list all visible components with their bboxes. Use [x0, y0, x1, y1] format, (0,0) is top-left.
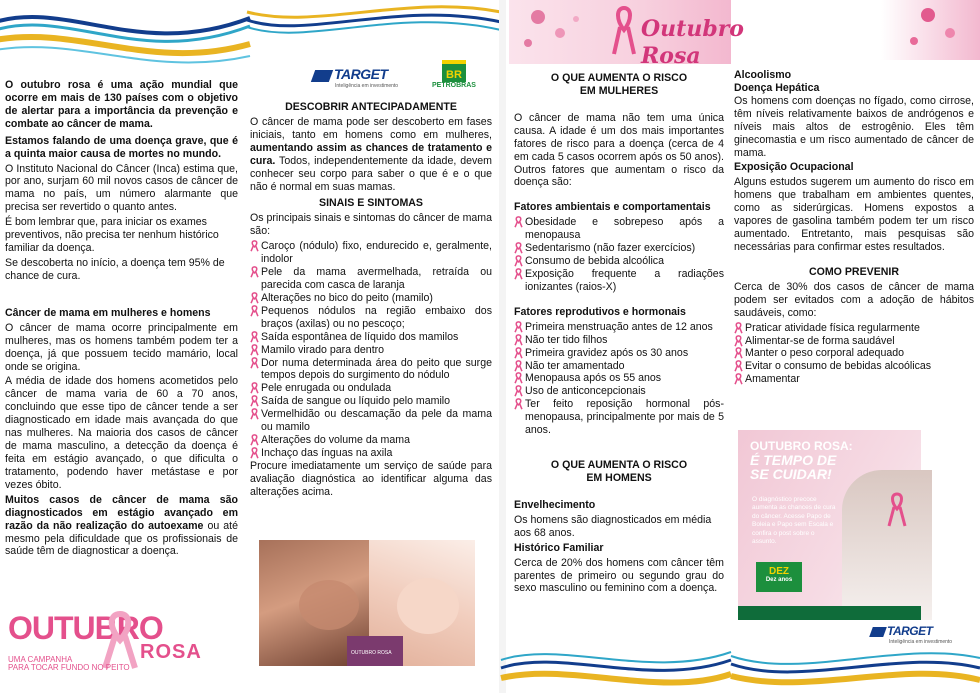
closing-paragraph: Procure imediatamente um serviço de saúde para avaliação diagnóstica ao identificar alguma das alterações acima. [250, 459, 492, 498]
list-item [514, 242, 724, 255]
prevenir-title: COMO PREVENIR [808, 265, 900, 278]
list-item [734, 322, 974, 335]
list-item [250, 292, 492, 305]
pink-ribbon-icon [734, 335, 743, 347]
sinais-intro: Os principais sinais e sintomas do câncer de mama são: [250, 212, 492, 238]
list-item-text: Mamilo virado para dentro [261, 343, 385, 356]
pink-ribbon-icon [514, 385, 523, 397]
poster-badge: DEZ Dez anos [756, 562, 802, 592]
intro-paragraph: O outubro rosa é uma ação mundial que ocorre em mais de 130 países com o objetivo de alertar para a importância da prevenção e combate ao câncer de mama. [5, 79, 238, 130]
intro-paragraph-2: Estamos falando de uma doença grave, que é a quinta maior causa de mortes no mundo. [5, 134, 238, 160]
title-risco-homens-2: EM HOMENS [586, 471, 652, 484]
list-item-text: Primeira gravidez após os 30 anos [525, 346, 689, 359]
historico-title: Histórico Familiar [514, 541, 604, 554]
list-item [514, 216, 724, 242]
list-item-text: Saída de sangue ou líquido pelo mamilo [261, 395, 451, 408]
pink-ribbon-icon [514, 321, 523, 333]
pink-ribbon-icon [250, 331, 259, 343]
list-item [514, 334, 724, 347]
list-item-text: Não ter tido filhos [525, 333, 608, 346]
list-item-text: Consumo de bebida alcoólica [525, 255, 664, 268]
pink-ribbon-icon [613, 6, 635, 56]
list-item [250, 395, 492, 408]
decorative-waves-bottom-right [731, 640, 980, 693]
target-logo-bottom: TARGET Inteligência em investimento [871, 624, 952, 645]
list-item-text: Amamentar [745, 373, 800, 386]
envelhecimento-text: Os homens são diagnosticados em média aos 68 anos. [514, 513, 712, 539]
pink-ribbon-icon [514, 398, 523, 410]
list-item [250, 266, 492, 292]
logo-tagline-1: UMA CAMPANHA [8, 655, 73, 664]
list-item-text: Ter feito reposição hormonal pós-menopausa, principalmente por mais de 5 anos. [525, 398, 724, 437]
pink-ribbon-icon [250, 305, 259, 317]
flower-decoration [531, 10, 545, 24]
list-item-text: Pele enrugada ou ondulada [261, 382, 392, 395]
list-item-text: Obesidade e sobrepeso após a menopausa [525, 216, 724, 242]
list-item-text: Saída espontânea de líquido dos mamilos [261, 330, 459, 343]
list-item [250, 434, 492, 447]
outubro-rosa-banner [509, 0, 744, 69]
pink-ribbon-icon [514, 242, 523, 254]
flower-decoration-corner [881, 0, 980, 60]
petrobras-logo: BR PETROBRAS [432, 60, 476, 91]
list-item-text: Caroço (nódulo) fixo, endurecido e, geralmente, indolor [261, 240, 492, 266]
title-descobrir: DESCOBRIR ANTECIPADAMENTE [285, 101, 457, 113]
list-item-text: Dor numa determinada área do peito que surge tempos depois do surgimento do nódulo [261, 356, 492, 382]
descobrir-paragraph: O câncer de mama pode ser descoberto em fases iniciais, tanto em homens como em mulheres, aumentando assim as chances de tratamento e cura. Todos, independentemente da idade, devem conhecer seu corpo para saber o que é e o que não é normal em suas mamas. [250, 115, 492, 193]
list-item-text: Inchaço das ínguas na axila [261, 446, 393, 459]
repro-title: Fatores reprodutivos e hormonais [514, 305, 686, 318]
panel-front-left [0, 0, 247, 693]
pink-ribbon-icon [250, 382, 259, 394]
panel-front-right [247, 0, 501, 693]
target-logo: TARGET Inteligência em investimento [313, 66, 398, 89]
pink-ribbon-icon [250, 408, 259, 420]
descoberta-paragraph: Se descoberta no início, a doença tem 95% de chance de cura. [5, 256, 225, 282]
list-item [514, 372, 724, 385]
pink-ribbon-icon [514, 255, 523, 267]
ocupacional-title: Exposição Ocupacional [734, 161, 854, 174]
list-item [734, 360, 974, 373]
list-item-text: Não ter amamentado [525, 359, 625, 372]
section-title-mulheres-homens: Câncer de mama em mulheres e homens [5, 306, 211, 319]
target-mark-icon [869, 627, 887, 637]
pink-ribbon-icon [250, 292, 259, 304]
list-item [514, 360, 724, 373]
list-item-text: Manter o peso corporal adequado [745, 347, 905, 360]
list-item [250, 447, 492, 460]
target-mark-icon [311, 70, 333, 82]
list-item [734, 335, 974, 348]
list-item-text: Pequenos nódulos na região embaixo dos braços (axilas) ou no pescoço; [261, 304, 492, 330]
list-item-text: Primeira menstruação antes de 12 anos [525, 320, 713, 333]
list-item [250, 331, 492, 344]
decorative-waves-top [247, 0, 501, 60]
list-item-text: Exposição frequente a radiações ionizantes (raios-X) [525, 267, 724, 293]
decorative-waves-top-left [0, 0, 247, 78]
list-item-text: Pele da mama avermelhada, retraída ou parecida com casca de laranja [261, 266, 492, 291]
repro-factors-list [514, 321, 724, 437]
symptoms-list [250, 240, 492, 460]
list-item [250, 357, 492, 383]
list-item-text: Sedentarismo (não fazer exercícios) [525, 242, 696, 255]
poster-text: O diagnóstico precoce aumenta as chances de cura do câncer. Acesse Papo de Boleia e Papo sem Escala e confira o post sobre o assunto. [752, 496, 836, 546]
envelhecimento-title: Envelhecimento [514, 498, 596, 511]
title-risco-mulheres-1: O QUE AUMENTA O RISCO [550, 72, 688, 84]
historico-text: Cerca de 20% dos homens com câncer têm parentes de primeiro ou segundo grau do sexo masculino ou feminino com a doença. [514, 556, 724, 595]
list-item [514, 385, 724, 398]
list-item [250, 344, 492, 357]
list-item [514, 347, 724, 360]
pink-ribbon-icon [250, 447, 259, 459]
list-item-text: Alterações no bico do peito (mamilo) [261, 291, 433, 304]
pink-ribbon-logo [103, 610, 137, 670]
prevent-list [734, 322, 974, 387]
title-risco-mulheres-2: EM MULHERES [579, 84, 659, 97]
pink-ribbon-icon [514, 334, 523, 346]
pink-ribbon-icon [514, 216, 523, 228]
photo-caption: OUTUBRO ROSA [351, 650, 392, 656]
decorative-waves-bottom [501, 640, 731, 693]
list-item [734, 373, 974, 386]
list-item [250, 382, 492, 395]
list-item [250, 408, 492, 434]
pink-ribbon-icon [250, 240, 259, 252]
risco-intro: O câncer de mama não tem uma única causa. A idade é um dos mais importantes fatores de risco para a doença (cerca de 4 em cada 5 casos ocorrem após os 50 anos). Outros fatores que aumentam o risco da doença são: [514, 111, 724, 189]
list-item [734, 347, 974, 360]
list-item-text: Uso de anticoncepcionais [525, 385, 646, 398]
logo-tagline-2: PARA TOCAR FUNDO NO PEITO [8, 663, 130, 672]
list-item-text: Menopausa após os 55 anos [525, 372, 662, 385]
pink-ribbon-icon [514, 360, 523, 372]
paragraph-idade-homens: A média de idade dos homens acometidos pelo câncer de mama varia de 60 a 70 anos, concluindo que esse tipo de câncer tende a ser diagnosticado em idade mais avançada do que nas mulheres. Na maioria dos casos de câncer de mama masculino, a detecção da doença é feita em estágio avançado, o que dificulta o tratamento, podendo haver metástase e por vezes óbito. [5, 375, 238, 491]
poster-title-1: OUTUBRO ROSA: [750, 439, 853, 453]
panel-inside-left [501, 0, 744, 693]
pink-ribbon-icon [734, 322, 743, 334]
panel-inside-right [731, 0, 980, 693]
poster-title-3: SE CUIDAR! [750, 466, 832, 483]
title-sinais: SINAIS E SINTOMAS [319, 197, 423, 210]
list-item [250, 305, 492, 331]
list-item [514, 268, 724, 294]
title-risco-homens-1: O QUE AUMENTA O RISCO [550, 459, 688, 472]
list-item [514, 255, 724, 268]
pink-ribbon-icon [734, 373, 743, 385]
outubro-rosa-logo [8, 612, 238, 682]
list-item-text: Evitar o consumo de bebidas alcoólicas [745, 360, 932, 373]
pink-ribbon-icon [250, 357, 259, 369]
pink-ribbon-icon [250, 266, 259, 278]
paragraph-mulheres-homens: O câncer de mama ocorre principalmente em mulheres, mas os homens também podem ter a doença, já que possuem tecido mamário, local onde se origina. [5, 321, 238, 373]
ocupacional-text: Alguns estudos sugerem um aumento do risco em homens que trabalham em ambientes quentes, como as siderúrgicas. Homens expostos a vapores de gasolina também podem ter um risco aumentado. Entretanto, mais pesquisas são necessárias para confirmar estes resultados. [734, 176, 974, 253]
pink-ribbon-icon [734, 347, 743, 359]
pink-ribbon-icon [514, 372, 523, 384]
logo-word-rosa: ROSA [140, 641, 202, 663]
pink-ribbon-icon [888, 492, 906, 528]
pink-ribbon-icon [514, 268, 523, 280]
banner-title: Outubro Rosa [641, 16, 744, 69]
prevenir-intro: Cerca de 30% dos casos de câncer de mama podem ser evitados com a adoção de hábitos saudáveis, como: [734, 280, 974, 319]
list-item [514, 321, 724, 334]
pink-ribbon-icon [250, 344, 259, 356]
list-item-text: Alterações do volume da mama [261, 434, 410, 447]
logo-word-outubro: OUTUBRO [8, 610, 163, 646]
pink-ribbon-icon [734, 360, 743, 372]
env-factors-list [514, 216, 724, 294]
list-item-text: Alimentar-se de forma saudável [745, 334, 895, 347]
hepatica-text: Os homens com doenças no fígado, como cirrose, têm níveis relativamente baixos de andrógenos e níveis mais altos de estrogênio. Eles têm ginecomastia e um risco aumentado de câncer de mama. [734, 94, 974, 159]
lembrar-paragraph: É bom lembrar que, para iniciar os exames preventivos, não precisa ter nenhum histórico familiar da doença. [5, 216, 219, 255]
list-item [250, 240, 492, 266]
poster-title-2: É TEMPO DE [750, 451, 837, 468]
alcoolismo-title: Alcoolismo [734, 69, 792, 81]
paragraph-autoexame: Muitos casos de câncer de mama são diagnosticados em estágio avançado em razão da não realização do autoexame ou até mesmo pela dificuldade que os profissionais de saúde têm de diagnosticar a doença. [5, 493, 238, 558]
list-item-text: Vermelhidão ou descamação da pele da mama ou mamilo [261, 408, 492, 434]
list-item-text: Praticar atividade física regularmente [745, 321, 920, 334]
hepatica-title: Doença Hepática [734, 81, 820, 94]
inca-paragraph: O Instituto Nacional do Câncer (Inca) estima que, por ano, surjam 60 mil novos casos de câncer de mama no país, um número alarmante que precisa ser revertido o quanto antes. [5, 162, 238, 214]
list-item [514, 398, 724, 437]
pink-ribbon-icon [250, 434, 259, 446]
pink-ribbon-icon [514, 347, 523, 359]
campaign-poster [738, 430, 921, 620]
self-exam-photo [259, 540, 475, 666]
env-title: Fatores ambientais e comportamentais [514, 201, 711, 214]
pink-ribbon-icon [250, 395, 259, 407]
